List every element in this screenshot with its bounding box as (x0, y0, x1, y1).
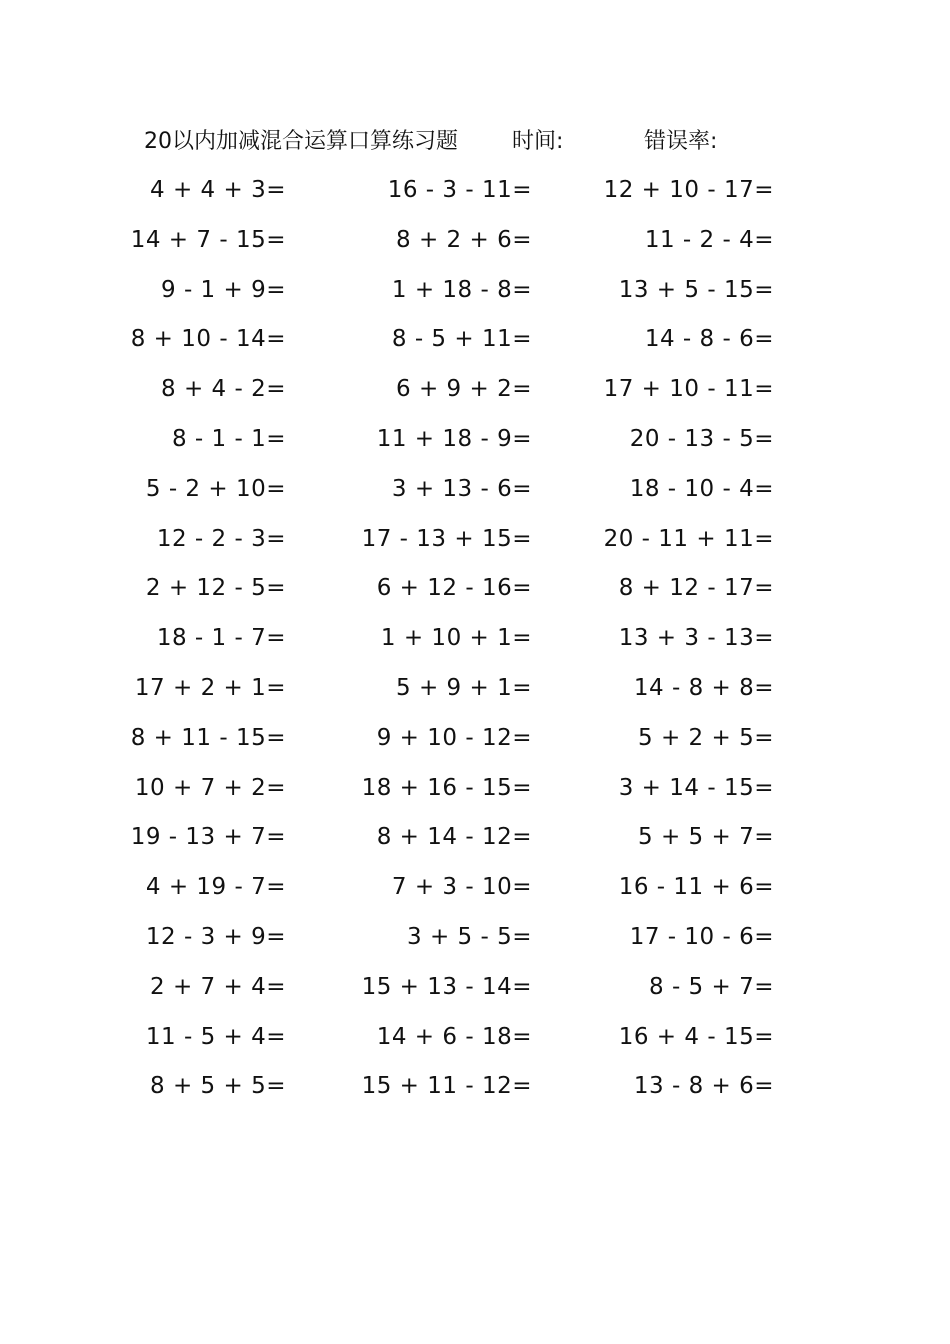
arithmetic-problem: 11 + 18 - 9= (376, 425, 532, 452)
arithmetic-problem: 11 - 2 - 4= (644, 226, 774, 253)
problem-row (0, 813, 950, 863)
arithmetic-problem: 8 - 5 + 7= (649, 973, 774, 1000)
problem-row (0, 415, 950, 465)
problem-row (0, 465, 950, 515)
arithmetic-problem: 7 + 3 - 10= (391, 874, 532, 901)
arithmetic-problem: 5 - 2 + 10= (145, 475, 286, 502)
problem-row (0, 166, 950, 216)
arithmetic-problem: 13 + 3 - 13= (618, 625, 774, 652)
arithmetic-problem: 14 + 7 - 15= (130, 226, 286, 253)
problem-row (0, 764, 950, 814)
arithmetic-problem: 1 + 18 - 8= (391, 276, 532, 303)
arithmetic-problem: 8 + 14 - 12= (376, 824, 532, 851)
arithmetic-problem: 5 + 2 + 5= (638, 724, 774, 751)
problem-row (0, 863, 950, 913)
error-rate-label: 错误率: (644, 129, 718, 154)
arithmetic-problem: 4 + 19 - 7= (145, 874, 286, 901)
arithmetic-problem: 3 + 13 - 6= (391, 475, 532, 502)
arithmetic-problem: 17 + 10 - 11= (603, 376, 774, 403)
arithmetic-problem: 5 + 9 + 1= (396, 674, 532, 701)
arithmetic-problem: 18 - 10 - 4= (629, 475, 774, 502)
arithmetic-problem: 15 + 13 - 14= (361, 973, 532, 1000)
arithmetic-problem: 14 + 6 - 18= (376, 1023, 532, 1050)
arithmetic-problem: 14 - 8 - 6= (644, 326, 774, 353)
arithmetic-problem: 8 + 10 - 14= (130, 326, 286, 353)
arithmetic-problem: 18 + 16 - 15= (361, 774, 532, 801)
problem-row (0, 614, 950, 664)
arithmetic-problem: 13 + 5 - 15= (618, 276, 774, 303)
arithmetic-problem: 8 + 12 - 17= (618, 575, 774, 602)
arithmetic-problem: 10 + 7 + 2= (134, 774, 286, 801)
arithmetic-problem: 18 - 1 - 7= (156, 625, 286, 652)
arithmetic-problem: 3 + 14 - 15= (618, 774, 774, 801)
arithmetic-problem: 8 + 4 - 2= (161, 376, 286, 403)
arithmetic-problem: 17 - 13 + 15= (361, 525, 532, 552)
arithmetic-problem: 17 - 10 - 6= (629, 923, 774, 950)
arithmetic-problem: 12 + 10 - 17= (603, 177, 774, 203)
problem-row (0, 714, 950, 764)
arithmetic-problem: 4 + 4 + 3= (150, 177, 286, 203)
arithmetic-problem: 20 - 11 + 11= (603, 525, 774, 552)
arithmetic-problem: 16 + 4 - 15= (618, 1023, 774, 1050)
time-label: 时间: (512, 129, 564, 154)
problem-row (0, 266, 950, 316)
arithmetic-problem: 16 - 3 - 11= (387, 177, 532, 203)
arithmetic-problem: 9 + 10 - 12= (376, 724, 532, 751)
arithmetic-problem: 1 + 10 + 1= (380, 625, 532, 652)
problem-row (0, 913, 950, 963)
problem-row (0, 1013, 950, 1063)
arithmetic-problem: 20 - 13 - 5= (629, 425, 774, 452)
arithmetic-problem: 2 + 7 + 4= (150, 973, 286, 1000)
arithmetic-problem: 8 + 5 + 5= (150, 1073, 286, 1100)
problem-row (0, 315, 950, 365)
arithmetic-problem: 8 + 11 - 15= (130, 724, 286, 751)
problem-row (0, 1062, 950, 1112)
arithmetic-problem: 3 + 5 - 5= (407, 923, 532, 950)
problem-grid (0, 166, 950, 1112)
arithmetic-problem: 16 - 11 + 6= (618, 874, 774, 901)
arithmetic-problem: 8 - 1 - 1= (171, 425, 286, 452)
arithmetic-problem: 5 + 5 + 7= (638, 824, 774, 851)
worksheet-header (0, 124, 950, 160)
arithmetic-problem: 17 + 2 + 1= (134, 674, 286, 701)
arithmetic-problem: 8 - 5 + 11= (391, 326, 532, 353)
arithmetic-problem: 15 + 11 - 12= (361, 1073, 532, 1100)
problem-row (0, 365, 950, 415)
worksheet-title: 20以内加减混合运算口算练习题 (144, 129, 458, 154)
arithmetic-problem: 2 + 12 - 5= (145, 575, 286, 602)
arithmetic-problem: 12 - 2 - 3= (156, 525, 286, 552)
arithmetic-problem: 14 - 8 + 8= (633, 674, 774, 701)
arithmetic-problem: 9 - 1 + 9= (161, 276, 286, 303)
arithmetic-problem: 6 + 12 - 16= (376, 575, 532, 602)
problem-row (0, 664, 950, 714)
problem-row (0, 515, 950, 565)
arithmetic-problem: 12 - 3 + 9= (145, 923, 286, 950)
problem-row (0, 564, 950, 614)
arithmetic-problem: 6 + 9 + 2= (396, 376, 532, 403)
problem-row (0, 963, 950, 1013)
arithmetic-problem: 11 - 5 + 4= (145, 1023, 286, 1050)
arithmetic-problem: 13 - 8 + 6= (633, 1073, 774, 1100)
problem-row (0, 216, 950, 266)
arithmetic-problem: 19 - 13 + 7= (130, 824, 286, 851)
arithmetic-problem: 8 + 2 + 6= (396, 226, 532, 253)
